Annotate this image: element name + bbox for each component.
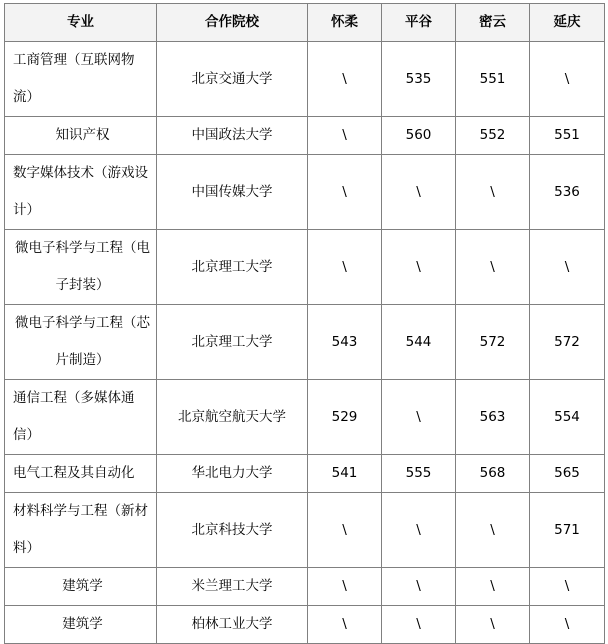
- cell-major: 建筑学: [5, 606, 157, 644]
- cell-pinggu: \: [382, 606, 456, 644]
- table-header-row: [5, 4, 605, 42]
- cell-school: 中国政法大学: [157, 117, 308, 155]
- cell-huairou: 529: [308, 380, 382, 455]
- cell-miyun: \: [456, 493, 530, 568]
- cell-pinggu: 544: [382, 305, 456, 380]
- cell-school: 华北电力大学: [157, 455, 308, 493]
- table-row: [5, 380, 605, 455]
- cell-pinggu: 560: [382, 117, 456, 155]
- cell-major: 知识产权: [5, 117, 157, 155]
- cell-huairou: \: [308, 493, 382, 568]
- cell-huairou: 543: [308, 305, 382, 380]
- cell-major: 微电子科学与工程（电子封装）: [5, 230, 157, 305]
- cell-school: 米兰理工大学: [157, 568, 308, 606]
- cell-miyun: 572: [456, 305, 530, 380]
- cell-school: 北京交通大学: [157, 42, 308, 117]
- header-huairou: 怀柔: [308, 4, 382, 42]
- cell-major: 建筑学: [5, 568, 157, 606]
- header-major: 专业: [5, 4, 157, 42]
- cell-major: 工商管理（互联网物流）: [5, 42, 157, 117]
- cell-pinggu: 535: [382, 42, 456, 117]
- cell-school: 北京航空航天大学: [157, 380, 308, 455]
- admission-score-table: [4, 3, 605, 644]
- cell-yanqing: 551: [530, 117, 605, 155]
- cell-school: 中国传媒大学: [157, 155, 308, 230]
- table-row: [5, 42, 605, 117]
- cell-pinggu: \: [382, 380, 456, 455]
- cell-major: 微电子科学与工程（芯片制造）: [5, 305, 157, 380]
- table-row: [5, 305, 605, 380]
- cell-school: 北京科技大学: [157, 493, 308, 568]
- cell-huairou: \: [308, 568, 382, 606]
- header-yanqing: 延庆: [530, 4, 605, 42]
- cell-yanqing: 536: [530, 155, 605, 230]
- cell-huairou: \: [308, 606, 382, 644]
- cell-miyun: \: [456, 568, 530, 606]
- cell-yanqing: \: [530, 230, 605, 305]
- table-row: [5, 493, 605, 568]
- cell-huairou: \: [308, 117, 382, 155]
- cell-yanqing: \: [530, 42, 605, 117]
- cell-yanqing: \: [530, 606, 605, 644]
- cell-huairou: 541: [308, 455, 382, 493]
- header-school: 合作院校: [157, 4, 308, 42]
- cell-huairou: \: [308, 155, 382, 230]
- cell-major: 通信工程（多媒体通信）: [5, 380, 157, 455]
- cell-major: 材料科学与工程（新材料）: [5, 493, 157, 568]
- header-miyun: 密云: [456, 4, 530, 42]
- cell-school: 柏林工业大学: [157, 606, 308, 644]
- cell-yanqing: 554: [530, 380, 605, 455]
- cell-yanqing: 571: [530, 493, 605, 568]
- cell-pinggu: \: [382, 568, 456, 606]
- cell-miyun: \: [456, 606, 530, 644]
- table-row: [5, 455, 605, 493]
- cell-pinggu: 555: [382, 455, 456, 493]
- cell-yanqing: \: [530, 568, 605, 606]
- table-row: [5, 606, 605, 644]
- cell-huairou: \: [308, 230, 382, 305]
- cell-miyun: \: [456, 155, 530, 230]
- cell-miyun: 551: [456, 42, 530, 117]
- cell-huairou: \: [308, 42, 382, 117]
- cell-yanqing: 565: [530, 455, 605, 493]
- header-pinggu: 平谷: [382, 4, 456, 42]
- cell-miyun: 568: [456, 455, 530, 493]
- table-row: [5, 568, 605, 606]
- table-row: [5, 155, 605, 230]
- cell-pinggu: \: [382, 155, 456, 230]
- table-row: [5, 230, 605, 305]
- cell-school: 北京理工大学: [157, 230, 308, 305]
- cell-major: 电气工程及其自动化: [5, 455, 157, 493]
- cell-yanqing: 572: [530, 305, 605, 380]
- cell-major: 数字媒体技术（游戏设计）: [5, 155, 157, 230]
- cell-miyun: 563: [456, 380, 530, 455]
- cell-pinggu: \: [382, 230, 456, 305]
- cell-miyun: 552: [456, 117, 530, 155]
- table-row: [5, 117, 605, 155]
- cell-school: 北京理工大学: [157, 305, 308, 380]
- cell-pinggu: \: [382, 493, 456, 568]
- cell-miyun: \: [456, 230, 530, 305]
